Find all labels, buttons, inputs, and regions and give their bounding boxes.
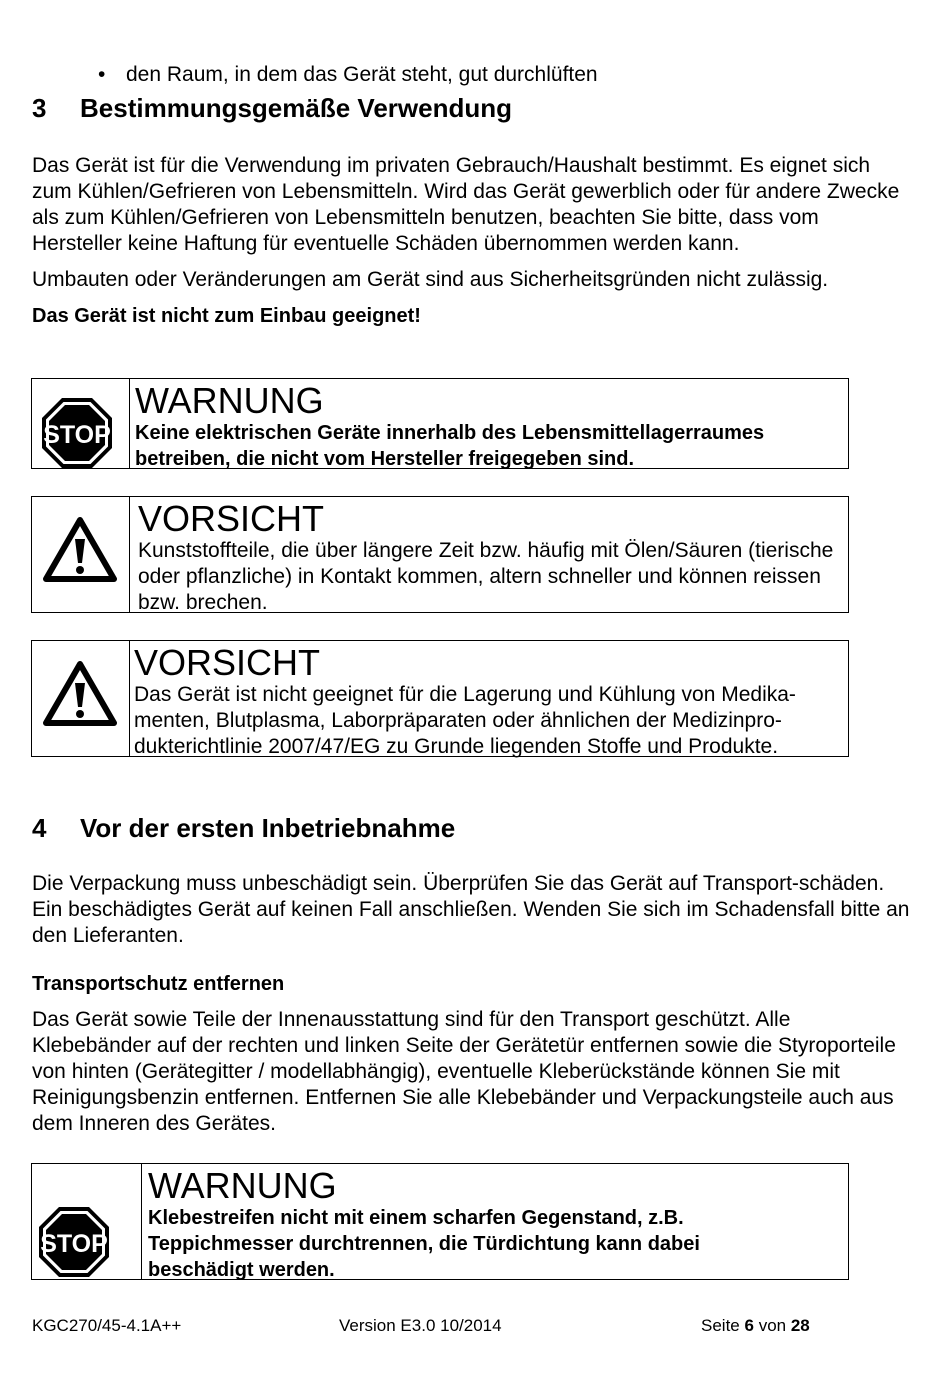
section-4-body [32, 871, 912, 1137]
warning-box [31, 1163, 849, 1280]
box-text [134, 682, 846, 760]
page-total: 28 [790, 1316, 810, 1335]
section-number: 4 [32, 813, 47, 843]
bold-note: Das Gerät ist nicht zum Einbau geeignet! [32, 305, 421, 327]
box-content [148, 1164, 808, 1283]
section-3-body [32, 153, 912, 329]
stop-sign-label: STOP [43, 421, 111, 449]
paragraph: Das Gerät ist für die Verwendung im privaten Gebrauch/Haushalt bestimmt. Es eignet sich zum Kühlen/Gefrieren von Lebensmitteln. Wird das Gerät gewerblich oder für andere Zwecke als zum Kühlen/Gefrieren von Lebensmitteln benutzen, beachten Sie bitte, dass vom Hersteller keine Haftung für eventuelle Schäden übernommen werden kann. [32, 154, 900, 255]
box-title: WARNUNG [148, 1165, 337, 1206]
section-number: 3 [32, 93, 47, 123]
warning-triangle-icon [43, 517, 117, 583]
icon-cell [32, 379, 130, 468]
box-content [138, 497, 843, 616]
section-title: Vor der ersten Inbetriebnahme [80, 813, 456, 843]
footer-page-number [701, 1316, 810, 1336]
footer-version: Version E3.0 10/2014 [339, 1316, 502, 1335]
box-text: Keine elektrischen Geräte innerhalb des Lebensmittellagerraumes betreiben, die nicht vom Hersteller freigegeben sind. [135, 422, 765, 470]
box-title: VORSICHT [134, 642, 321, 683]
section-4-heading [32, 813, 832, 843]
box-text-line: menten, Blutplasma, Laborpräparaten oder ähnlichen der Medizinpro- [134, 709, 782, 732]
bullet-dot: • [98, 63, 106, 86]
warning-triangle-icon [43, 661, 117, 727]
icon-cell [32, 1164, 142, 1279]
box-text-line: Das Gerät ist nicht geeignet für die Lagerung und Kühlung von Medika- [134, 683, 796, 706]
bullet-text: den Raum, in dem das Gerät steht, gut durchlüften [126, 63, 598, 86]
page-mid: von [758, 1316, 787, 1335]
paragraph: Die Verpackung muss unbeschädigt sein. Überprüfen Sie das Gerät auf Transport-schäden. Ein beschädigtes Gerät auf keinen Fall anschließen. Wenden Sie sich im Schadensfall bitte an den Lieferanten. [32, 872, 910, 947]
section-3-heading [32, 93, 832, 123]
box-text-line: dukterichtlinie 2007/47/EG zu Grunde liegenden Stoffe und Produkte. [134, 735, 779, 758]
box-content [135, 379, 845, 472]
stop-sign-icon [38, 1206, 110, 1278]
paragraph: Das Gerät sowie Teile der Innenausstattung sind für den Transport geschützt. Alle Klebebänder auf der rechten und linken Seite der Gerätetür entfernen sowie die Styroporteile von hinten (Gerätegitter / modellabhängig), eventuelle Kleberückstände können Sie mit Reinigungsbenzin entfernen. Entfernen Sie alle Klebebänder und Verpackungsteile auch aus dem Inneren des Gerätes. [32, 1008, 896, 1135]
stop-sign-label: STOP [40, 1230, 108, 1258]
box-content [134, 641, 846, 760]
icon-cell [32, 641, 130, 756]
page-prefix: Seite [701, 1316, 740, 1335]
stop-sign-icon [41, 397, 113, 469]
subheading: Transportschutz entfernen [32, 973, 285, 995]
paragraph: Umbauten oder Veränderungen am Gerät sind aus Sicherheitsgründen nicht zulässig. [32, 268, 829, 291]
box-title: VORSICHT [138, 498, 325, 539]
caution-box [31, 640, 849, 757]
caution-box [31, 496, 849, 613]
footer-model: KGC270/45-4.1A++ [32, 1316, 182, 1335]
warning-box [31, 378, 849, 469]
box-text: Klebestreifen nicht mit einem scharfen Gegenstand, z.B. Teppichmesser durchtrennen, die Türdichtung kann dabei beschädigt werden. [148, 1207, 700, 1281]
icon-cell [32, 497, 130, 612]
page-current: 6 [744, 1316, 754, 1335]
box-text: Kunststoffteile, die über längere Zeit bzw. häufig mit Ölen/Säuren (tierische oder pflanzliche) in Kontakt kommen, altern schneller und können reissen bzw. brechen. [138, 539, 834, 614]
box-title: WARNUNG [135, 380, 324, 421]
section-title: Bestimmungsgemäße Verwendung [80, 93, 512, 123]
